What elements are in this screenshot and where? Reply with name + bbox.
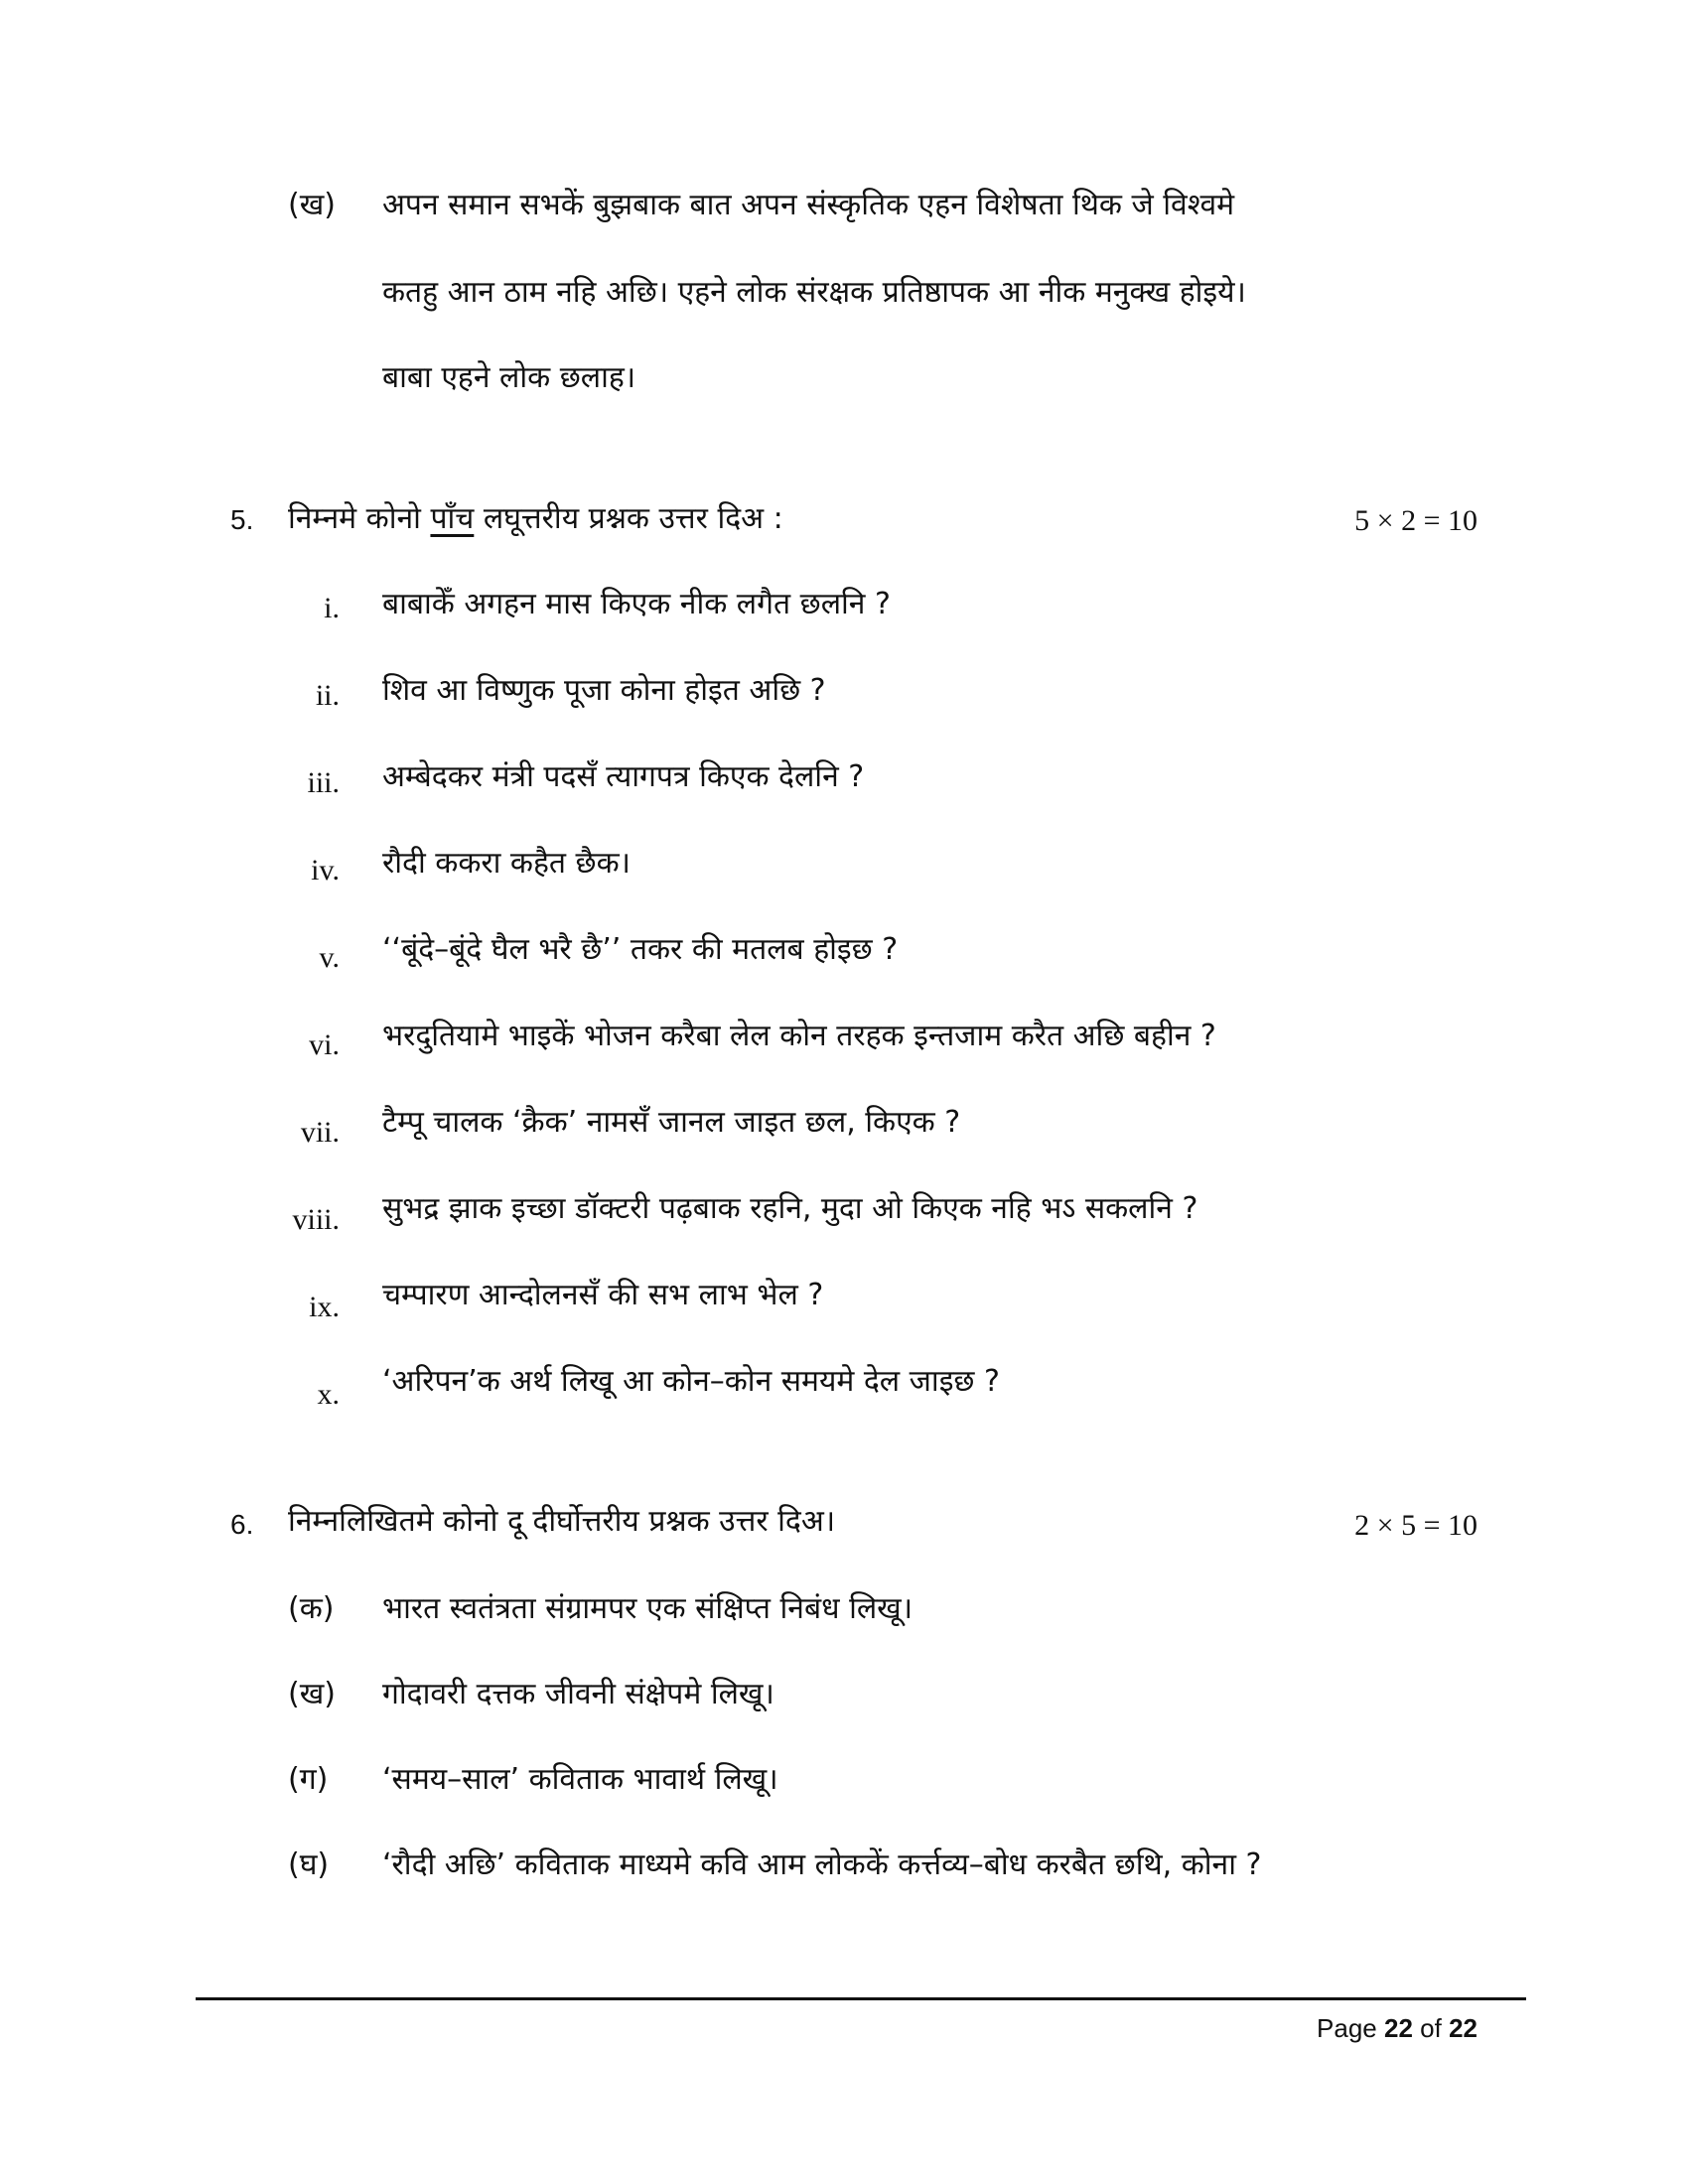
footer-rule [196, 1997, 1526, 2000]
q5-item-text: चम्पारण आन्दोलनसँ की सभ लाभ भेल ? [382, 1278, 824, 1312]
intro-line-2: कतहु आन ठाम नहि अछि। एहने लोक संरक्षक प्रतिष्ठापक आ नीक मनुक्ख होइये। [382, 275, 1246, 310]
q5-item-num: ii. [315, 679, 340, 712]
q5-item-text: अम्बेदकर मंत्री पदसँ त्यागपत्र किएक देलनि ? [382, 759, 865, 794]
q5-item-text: ‘‘बूंदे–बूंदे घैल भरै छै’’ तकर की मतलब होइछ ? [382, 932, 899, 967]
q6-item-text: ‘समय–साल’ कविताक भावार्थ लिखू। [382, 1762, 778, 1797]
q5-item-num: vii. [300, 1116, 340, 1149]
of-word: of [1420, 2013, 1442, 2043]
q5-item-text: बाबाकेँ अगहन मास किएक नीक लगैत छलनि ? [382, 587, 891, 621]
q6-item-tag: (घ) [288, 1847, 330, 1882]
q6-marks: 2 × 5 = 10 [1354, 1509, 1477, 1542]
q5-item-num: i. [324, 592, 340, 624]
q6-item-text: ‘रौदी अछि’ कविताक माध्यमे कवि आम लोककें कर्त्तव्य–बोध करबैत छथि, कोना ? [382, 1847, 1262, 1882]
q5-item-text: सुभद्र झाक इच्छा डॉक्टरी पढ़बाक रहनि, मुदा ओ किएक नहि भऽ सकलनि ? [382, 1191, 1198, 1226]
page-number [1317, 2013, 1477, 2044]
q5-item-text: रौदी ककरा कहैत छैक। [382, 846, 631, 881]
intro-line-3: बाबा एहने लोक छलाह। [382, 360, 636, 395]
q5-number: 5. [230, 504, 254, 535]
q5-heading-after: लघूत्तरीय प्रश्नक उत्तर दिअ : [483, 501, 783, 536]
q5-item-num: iv. [311, 854, 340, 887]
q5-item-num: ix. [309, 1291, 340, 1323]
q5-heading-before: निम्नमे कोनो [288, 501, 421, 536]
current-page: 22 [1384, 2013, 1413, 2043]
q5-heading [288, 501, 783, 536]
q5-item-num: v. [319, 941, 340, 974]
q6-item-text: गोदावरी दत्तक जीवनी संक्षेपमे लिखू। [382, 1677, 774, 1711]
q5-item-num: viii. [292, 1203, 340, 1236]
q5-item-num: x. [317, 1378, 340, 1411]
intro-line-1: अपन समान सभकें बुझबाक बात अपन संस्कृतिक एहन विशेषता थिक जे विश्वमे [382, 188, 1235, 222]
q6-item-tag: (ख) [288, 1677, 336, 1711]
q6-item-text: भारत स्वतंत्रता संग्रामपर एक संक्षिप्त निबंध लिखू। [382, 1591, 914, 1626]
q5-marks: 5 × 2 = 10 [1354, 504, 1477, 537]
page-word: Page [1317, 2013, 1377, 2043]
q6-item-tag: (ग) [288, 1762, 329, 1797]
q5-heading-underlined: पाँच [430, 501, 475, 536]
q5-item-num: vi. [309, 1028, 340, 1061]
q6-heading: निम्नलिखितमे कोनो दू दीर्घोत्तरीय प्रश्नक उत्तर दिअ। [288, 1504, 836, 1539]
q5-item-text: टैम्पू चालक ‘क्रैक’ नामसँ जानल जाइत छल, किएक ? [382, 1105, 961, 1140]
q5-item-num: iii. [307, 766, 340, 799]
q5-item-text: ‘अरिपन’क अर्थ लिखू आ कोन–कोन समयमे देल जाइछ ? [382, 1364, 1000, 1399]
q6-number: 6. [230, 1509, 254, 1540]
q6-item-tag: (क) [288, 1591, 335, 1626]
q5-item-text: शिव आ विष्णुक पूजा कोना होइत अछि ? [382, 673, 826, 708]
q5-item-text: भरदुतियामे भाइकें भोजन करैबा लेल कोन तरहक इन्तजाम करैत अछि बहीन ? [382, 1019, 1216, 1053]
total-pages: 22 [1449, 2013, 1477, 2043]
intro-tag: (ख) [288, 188, 336, 222]
